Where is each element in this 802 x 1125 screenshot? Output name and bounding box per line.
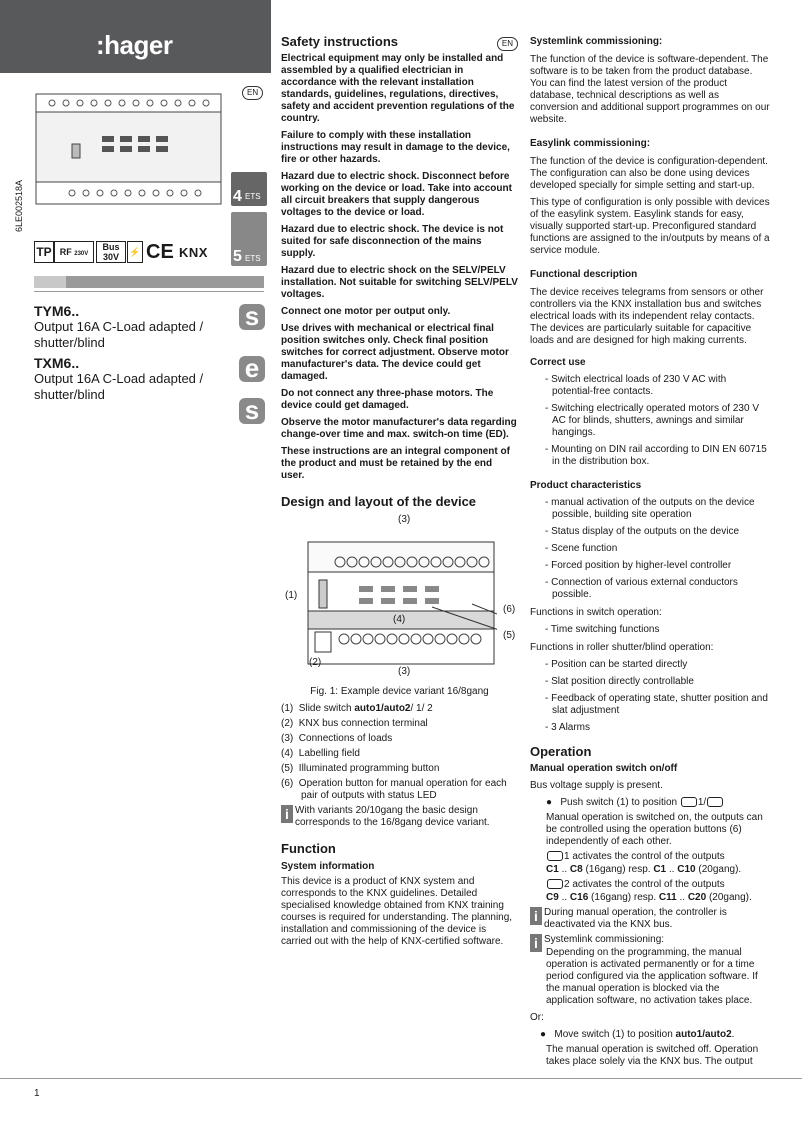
- fig-label-4: (4): [393, 614, 406, 625]
- characteristic-item: - Connection of various external conductors possible.: [545, 577, 738, 600]
- easylink-text-1: The function of the device is configuration-dependent. The configuration can also be done using devices developed specially for simple setting and start-up.: [530, 156, 768, 191]
- easylink-title: Easylink commissioning:: [530, 138, 651, 149]
- fig-label-1: (1): [285, 590, 298, 601]
- document-code: 6LE002518A: [14, 179, 24, 232]
- safety-para: Electrical equipment may only be installed and assembled by a qualified electrician in accordance with the relevant installation standards, guidelines, regulations, directives, safety and accident prevention regulations of the country.: [281, 53, 515, 124]
- safety-para: Hazard due to electric shock on the SELV/PELV installation. Not suitable for switching SELV/PELV voltages.: [281, 265, 518, 300]
- manual-operation-title: Manual operation switch on/off: [530, 763, 678, 774]
- info-icon: i: [530, 907, 542, 925]
- variant-note: i With variants 20/10gang the basic design corresponds to the 16/8gang device variant.: [281, 805, 518, 829]
- roller-function-item: - Feedback of operating state, shutter position and slat adjustment: [545, 693, 768, 716]
- hand-icon: [547, 851, 563, 861]
- safety-para: Hazard due to electric shock. The device is not suited for safe disconnection of the mains supply.: [281, 224, 504, 259]
- easylink-text-2: This type of configuration is only possible with devices of the easylink system. Easylink stands for easy, visually supported start-up. Preconfigured standard functions are assigned to the in/outputs by means of a service module.: [530, 197, 770, 256]
- bus-supply-text: Bus voltage supply is present.: [530, 780, 663, 791]
- characteristic-item: - Forced position by higher-level controller: [545, 560, 732, 571]
- language-badge: EN: [242, 86, 263, 100]
- switched-off-text: The manual operation is switched off. Operation takes place solely via the KNX bus. The output: [546, 1044, 759, 1067]
- activation-1-outputs: C1 .. C8 (16gang) resp. C1 .. C10 (20gang).: [546, 864, 742, 875]
- rf-mark: RF 230V: [54, 241, 94, 263]
- hager-logo: :hager: [96, 30, 173, 60]
- safety-para: Failure to comply with these installation instructions may result in damage to the device, fire or other hazards.: [281, 130, 510, 165]
- safety-para: Observe the motor manufacturer's data regarding change-over time and max. switch-on time (ED).: [281, 417, 517, 440]
- safety-para: Use drives with mechanical or electrical final position switches only. Check final position switches for correct adjustment. Observe motor manufacturer's data. The device could get damaged.: [281, 323, 509, 382]
- roller-function-item: - Position can be started directly: [545, 659, 688, 670]
- activation-2-outputs: C9 .. C16 (16gang) resp. C11 .. C20 (20gang).: [546, 892, 752, 903]
- safety-para: Hazard due to electric shock. Disconnect before working on the device or load. Take into account all circuit breakers that supply dangerous voltages to the device or load.: [281, 171, 512, 218]
- move-switch-step: ● Move switch (1) to position auto1/auto2.: [540, 1029, 735, 1040]
- correct-use-item: - Switching electrically operated motors of 230 V AC for blinds, shutters, awnings and similar hangings.: [545, 403, 759, 438]
- safety-para: These instructions are an integral component of the product and must be retained by the end user.: [281, 446, 510, 481]
- bus-voltage-mark: Bus 30V: [96, 241, 126, 263]
- product-code-2: TXM6..: [34, 355, 80, 371]
- side-letter-s1: s: [239, 304, 265, 330]
- fig-label-2: (2): [309, 657, 322, 668]
- hazard-mark: ⚡: [127, 241, 143, 263]
- fig-label-6: (6): [503, 604, 516, 615]
- figure-1: [281, 514, 518, 684]
- system-info-title: System information: [281, 861, 375, 872]
- safety-para: Connect one motor per output only.: [281, 306, 451, 317]
- hand-icon: [681, 797, 697, 807]
- characteristic-item: - Status display of the outputs on the device: [545, 526, 740, 537]
- device-illustration: [32, 82, 227, 212]
- layout-item-6: (6) Operation button for manual operation for each pair of outputs with status LED: [281, 778, 507, 801]
- side-letter-s2: s: [239, 398, 265, 424]
- switch-function-item: - Time switching functions: [545, 624, 660, 635]
- ets5-logo: 5 ETS: [231, 212, 267, 266]
- switch-functions-title: Functions in switch operation:: [530, 607, 662, 618]
- layout-item-3: (3) Connections of loads: [281, 733, 393, 744]
- functional-desc-title: Functional description: [530, 269, 638, 280]
- functional-desc-text: The device receives telegrams from sensors or other controllers via the KNX installation bus and switches electrical loads with its independent relay contacts. The devices are particularly suitable for capacitive loads and are designed for high making currents.: [530, 287, 764, 346]
- ce-mark: CE: [146, 241, 174, 263]
- divider: [34, 291, 264, 292]
- tp-mark: TP: [34, 241, 54, 263]
- system-info-text: This device is a product of KNX system and corresponds to the KNX guidelines. Detailed specialised knowledge obtained from KNX training courses is required for understanding. The planning, installation and commissioning of the device is carried out with the help of KNX-certified software.: [281, 876, 513, 947]
- manual-note: i During manual operation, the controller is deactivated via the KNX bus.: [530, 907, 770, 931]
- characteristics-title: Product characteristics: [530, 480, 642, 491]
- certification-marks: [34, 241, 208, 265]
- safety-para: Do not connect any three-phase motors. The device could get damaged.: [281, 388, 494, 411]
- fig-label-3-bottom: (3): [398, 666, 411, 677]
- characteristic-item: - Scene function: [545, 543, 618, 554]
- correct-use-item: - Mounting on DIN rail according to DIN EN 60715 in the distribution box.: [545, 444, 767, 467]
- fig-label-3-top: (3): [398, 514, 411, 525]
- activation-1: 1 activates the control of the outputs: [530, 851, 770, 863]
- footer-rule: [0, 1078, 802, 1079]
- side-letter-e: e: [239, 356, 265, 382]
- operation-title: Operation: [530, 744, 592, 759]
- hand-icon: [547, 879, 563, 889]
- product-code-1: TYM6..: [34, 303, 80, 319]
- systemlink-text: The function of the device is software-dependent. The software is to be taken from the product database. You can find the latest version of the product database, technical descriptions as well as conversion and additional support programmes on our website.: [530, 54, 770, 125]
- knx-logo: KNX: [179, 245, 208, 260]
- characteristic-item: - manual activation of the outputs on the device possible, building site operation: [545, 497, 755, 520]
- layout-item-4: (4) Labelling field: [281, 748, 360, 759]
- layout-item-1: (1) Slide switch auto1/auto2/ 1/ 2: [281, 703, 433, 714]
- systemlink-note-text: Depending on the programming, the manual operation is activated permanently or for a time period configured via the application software. If the manual operation is blocked via the application software, no activation takes place.: [546, 947, 758, 1006]
- middle-column: [281, 36, 518, 953]
- manual-on-text: Manual operation is switched on, the outputs can be controlled using the operation buttons (6) independently of each other.: [546, 812, 763, 847]
- systemlink-note: i Systemlink commissioning:: [530, 934, 770, 946]
- layout-item-5: (5) Illuminated programming button: [281, 763, 440, 774]
- correct-use-title: Correct use: [530, 357, 586, 368]
- activation-2: 2 activates the control of the outputs: [530, 879, 770, 891]
- figure-caption: Fig. 1: Example device variant 16/8gang: [310, 686, 489, 697]
- systemlink-title: Systemlink commissioning:: [530, 36, 663, 47]
- product-desc-1: Output 16A C-Load adapted / shutter/blind: [34, 319, 204, 350]
- fig-label-5: (5): [503, 630, 516, 641]
- roller-function-item: - Slat position directly controllable: [545, 676, 694, 687]
- or-label: Or:: [530, 1012, 544, 1023]
- info-icon: i: [530, 934, 542, 952]
- safety-title: Safety instructions: [281, 34, 399, 49]
- info-icon: i: [281, 805, 293, 823]
- hand-icon: [707, 797, 723, 807]
- design-title: Design and layout of the device: [281, 494, 477, 509]
- function-title: Function: [281, 841, 336, 856]
- roller-functions-title: Functions in roller shutter/blind operation:: [530, 642, 714, 653]
- device-diagram: [307, 534, 497, 674]
- layout-item-2: (2) KNX bus connection terminal: [281, 718, 428, 729]
- page-number: 1: [34, 1088, 40, 1099]
- safety-lang-badge: EN: [497, 37, 518, 51]
- ets4-logo: 4 ETS: [231, 172, 267, 206]
- roller-function-item: - 3 Alarms: [545, 722, 591, 733]
- correct-use-item: - Switch electrical loads of 230 V AC with potential-free contacts.: [545, 374, 727, 397]
- push-switch-step: ● Push switch (1) to position 1/: [530, 797, 770, 809]
- product-bar: [34, 276, 264, 288]
- product-desc-2: Output 16A C-Load adapted / shutter/blind: [34, 371, 204, 402]
- right-column: [530, 36, 770, 1073]
